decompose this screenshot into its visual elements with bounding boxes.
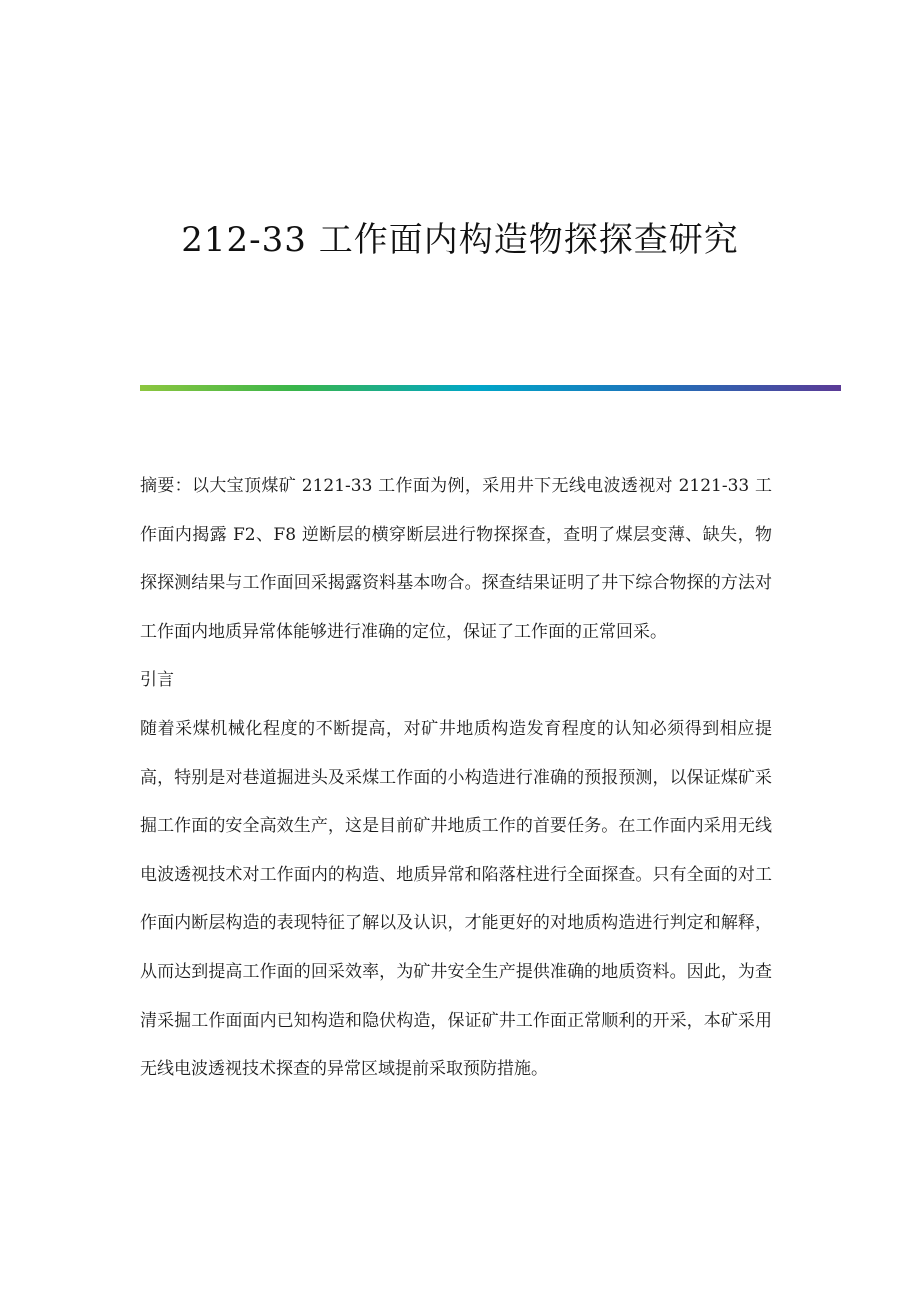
introduction-paragraph: 随着采煤机械化程度的不断提高，对矿井地质构造发育程度的认知必须得到相应提高，特别是对巷道掘进头及采煤工作面的小构造进行准确的预报预测，以保证煤矿采掘工作面的安全高效生产，这是目前矿井地质工作的首要任务。在工作面内采用无线电波透视技术对工作面内的构造、地质异常和陷落柱进行全面探查。只有全面的对工作面内断层构造的表现特征了解以及认识，才能更好的对地质构造进行判定和解释，从而达到提高工作面的回采效率，为矿井安全生产提供准确的地质资料。因此，为查清采掘工作面面内已知构造和隐伏构造，保证矿井工作面正常顺利的开采，本矿采用无线电波透视技术探查的异常区域提前采取预防措施。 (140, 718, 772, 1080)
document-body (140, 462, 772, 1094)
abstract-paragraph: 摘要：以大宝顶煤矿 2121-33 工作面为例，采用井下无线电波透视对 2121-33 工作面内揭露 F2、F8 逆断层的横穿断层进行物探探查，查明了煤层变薄、缺失，物探探测结果与工作面回采揭露资料基本吻合。探查结果证明了井下综合物探的方法对工作面内地质异常体能够进行准确的定位，保证了工作面的正常回采。 (140, 476, 772, 642)
gradient-divider (140, 385, 841, 391)
document-title: 212-33 工作面内构造物探探查研究 (181, 220, 739, 260)
section-heading-introduction: 引言 (140, 670, 174, 691)
